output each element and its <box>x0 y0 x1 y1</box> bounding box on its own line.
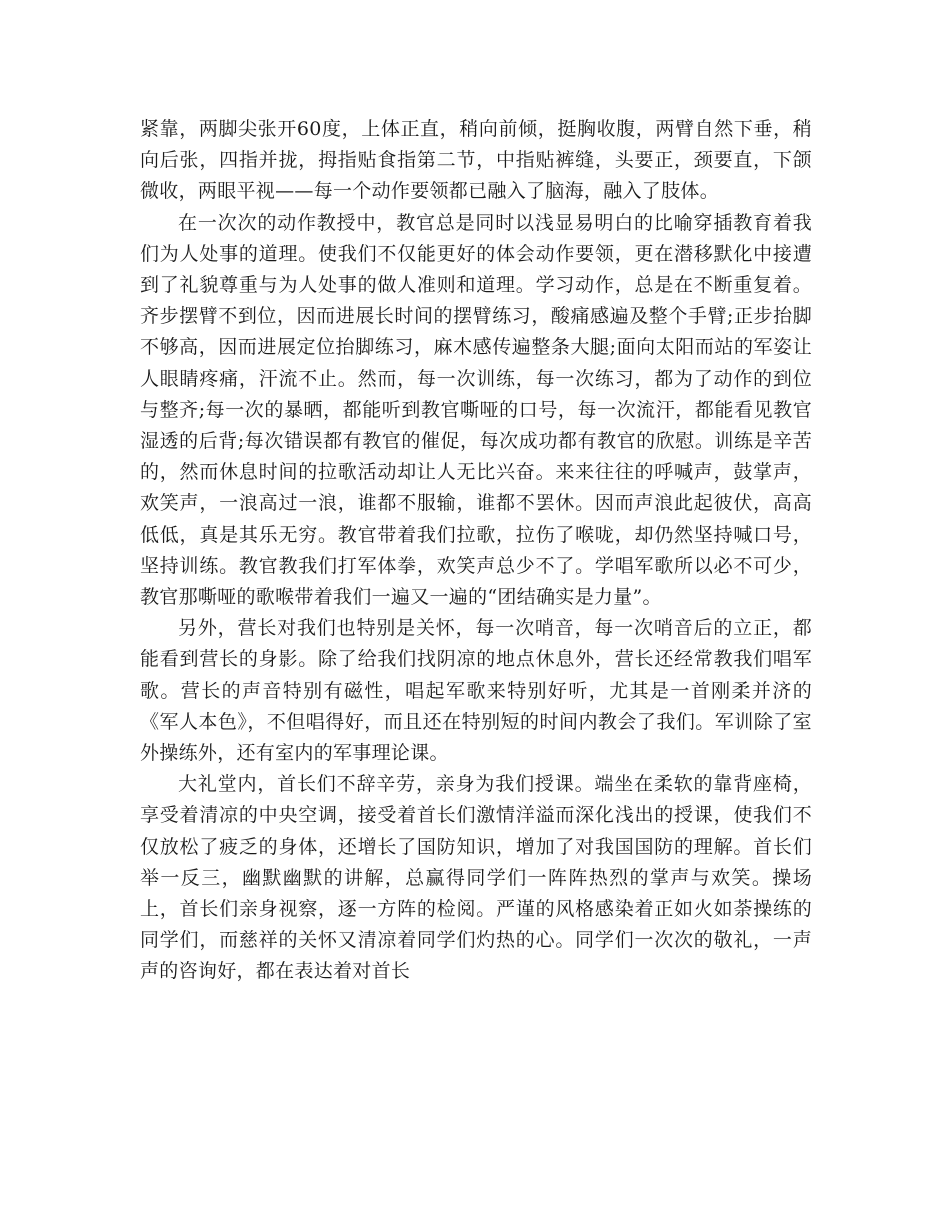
paragraph-3: 另外，营长对我们也特别是关怀，每一次哨音，每一次哨音后的立正，都能看到营长的身影。除了给我们找阴凉的地点休息外，营长还经常教我们唱军歌。营长的声音特别有磁性，唱起军歌来特别好听，尤其是一首刚柔并济的《军人本色》，不但唱得好，而且还在特别短的时间内教会了我们。军训除了室外操练外，还有室内的军事理论课。 <box>140 617 812 765</box>
paragraph-1: 紧靠，两脚尖张开60度，上体正直，稍向前倾，挺胸收腹，两臂自然下垂，稍向后张，四指并拢，拇指贴食指第二节，中指贴裤缝，头要正，颈要直，下颌微收，两眼平视——每一个动作要领都已融入了脑海，融入了肢体。 <box>140 118 812 203</box>
document-body <box>140 114 812 988</box>
paragraph-2: 在一次次的动作教授中，教官总是同时以浅显易明白的比喻穿插教育着我们为人处事的道理。使我们不仅能更好的体会动作要领，更在潜移默化中接遭到了礼貌尊重与为人处事的做人准则和道理。学习动作，总是在不断重复着。齐步摆臂不到位，因而进展长时间的摆臂练习，酸痛感遍及整个手臂;正步抬脚不够高，因而进展定位抬脚练习，麻木感传遍整条大腿;面向太阳而站的军姿让人眼睛疼痛，汗流不止。然而，每一次训练，每一次练习，都为了动作的到位与整齐;每一次的暴晒，都能听到教官嘶哑的口号，每一次流汗，都能看见教官湿透的后背;每次错误都有教官的催促，每次成功都有教官的欣慰。训练是辛苦的，然而休息时间的拉歌活动却让人无比兴奋。来来往往的呼喊声，鼓掌声，欢笑声，一浪高过一浪，谁都不服输，谁都不罢休。因而声浪此起彼伏，高高低低，真是其乐无穷。教官带着我们拉歌，拉伤了喉咙，却仍然坚持喊口号，坚持训练。教官教我们打军体拳，欢笑声总少不了。学唱军歌所以必不可少，教官那嘶哑的歌喉带着我们一遍又一遍的“团结确实是力量”。 <box>140 211 812 609</box>
paragraph-4: 大礼堂内，首长们不辞辛劳，亲身为我们授课。端坐在柔软的靠背座椅，享受着清凉的中央空调，接受着首长们激情洋溢而深化浅出的授课，使我们不仅放松了疲乏的身体，还增长了国防知识，增加了对我国国防的理解。首长们举一反三，幽默幽默的讲解，总赢得同学们一阵阵热烈的掌声与欢笑。操场上，首长们亲身视察，逐一方阵的检阅。严谨的风格感染着正如火如荼操练的同学们，而慈祥的关怀又清凉着同学们灼热的心。同学们一次次的敬礼，一声声的咨询好，都在表达着对首长 <box>140 773 812 983</box>
